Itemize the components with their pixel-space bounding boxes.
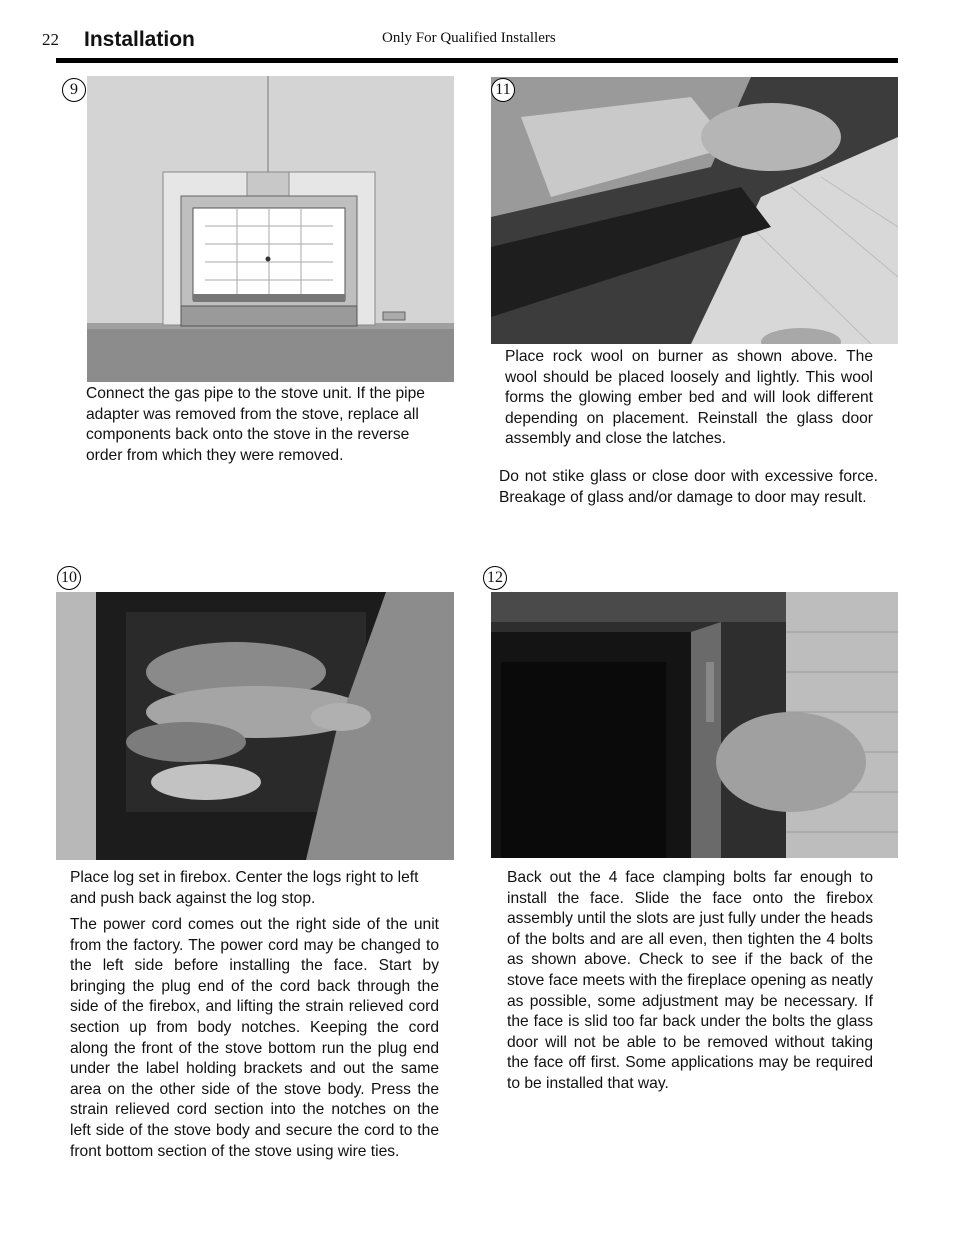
step-10-text-1: Place log set in firebox. Center the logs right to left and push back against the log stop.: [70, 869, 419, 907]
step-11-photo: [491, 77, 898, 344]
step-11-text-2: Do not stike glass or close door with excessive force. Breakage of glass and/or damage to door may result.: [499, 468, 878, 506]
step-12-number: 12: [483, 566, 507, 590]
step-10-photo: [56, 592, 454, 860]
step-9-number: 9: [62, 78, 86, 102]
page-number: 22: [42, 30, 59, 49]
step-12-text: Back out the 4 face clamping bolts far enough to install the face. Slide the face onto the firebox assembly until the slots are just fully under the heads of the bolts and are all even, then tighten the 4 bolts as shown above. Check to see if the back of the stove face meets with the fireplace opening as neatly as possible, some adjustment may be necessary. If the face is slid too far back under the bolts the glass door will not be able to be removed without taking the face off first. Some applications may be required to be installed that way.: [507, 869, 873, 1092]
step-9-text: Connect the gas pipe to the stove unit. If the pipe adapter was removed from the stove, replace all components back onto the stove in the reverse order from which they were removed.: [86, 385, 425, 464]
header-rule: [56, 58, 898, 63]
step-9-illustration: [87, 76, 454, 382]
section-title: Installation: [84, 28, 195, 51]
step-10-number: 10: [57, 566, 81, 590]
step-10-text-2: The power cord comes out the right side of the unit from the factory. The power cord may be changed to the left side before installing the face. Start by bringing the plug end of the cord back through the side of the firebox, and lifting the strain relieved cord section up from body notches. Keeping the cord along the front of the stove bottom run the plug end under the label holding brackets and out the same area on the other side of the stove body. Press the strain relieved cord section into the notches on the left side of the stove body and secure the cord to the front bottom section of the stove using wire ties.: [70, 916, 439, 1160]
step-11-number: 11: [491, 78, 515, 102]
header-note: Only For Qualified Installers: [382, 30, 556, 46]
step-12-photo: [491, 592, 898, 858]
step-11-text-1: Place rock wool on burner as shown above. The wool should be placed loosely and lightly. This wool forms the glowing ember bed and will look different depending on placement. Reinstall the glass door assembly and close the latches.: [505, 348, 873, 448]
